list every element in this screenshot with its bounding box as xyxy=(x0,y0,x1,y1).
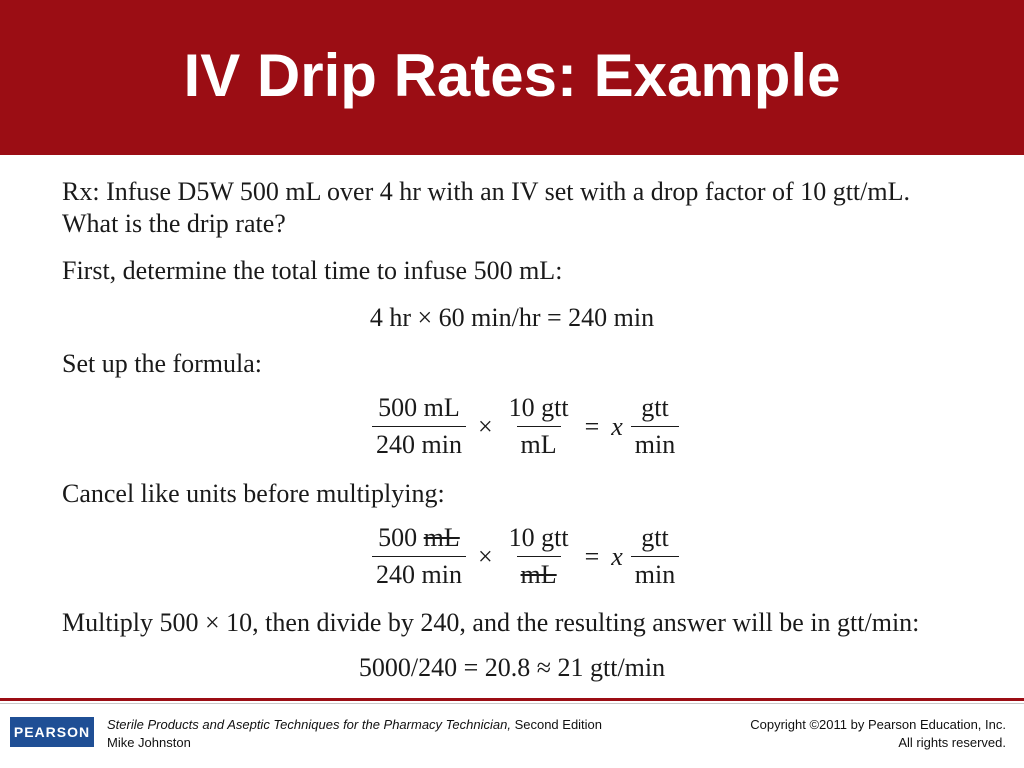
step1-heading: First, determine the total time to infuse 500 mL: xyxy=(62,256,563,285)
fraction-denominator: 240 min xyxy=(372,426,466,460)
fraction-numerator xyxy=(374,523,464,556)
fraction-denominator: min xyxy=(631,556,679,590)
step4-heading: Multiply 500 × 10, then divide by 240, and the resulting answer will be in gtt/min: xyxy=(62,608,920,637)
book-title: Sterile Products and Aseptic Techniques for the Pharmacy Technician, xyxy=(107,717,511,732)
fraction-drop-factor xyxy=(505,523,573,590)
fraction-numerator: 500 mL xyxy=(378,393,460,422)
cancelled-unit: mL xyxy=(423,523,460,552)
pearson-logo: PEARSON xyxy=(10,717,94,747)
footer-copyright xyxy=(750,716,1006,752)
fraction-result-unit xyxy=(631,393,679,460)
fraction-numerator: gtt xyxy=(641,393,669,422)
drip-rate-formula xyxy=(372,393,679,460)
footer-divider-shadow xyxy=(0,703,1024,704)
copyright-line: Copyright ©2011 by Pearson Education, Inc. xyxy=(750,717,1006,732)
cancelled-unit: mL xyxy=(520,560,557,589)
step3-heading: Cancel like units before multiplying: xyxy=(62,479,445,508)
rx-line-2: What is the drip rate? xyxy=(62,209,286,238)
fraction-drop-factor xyxy=(505,393,573,460)
rx-line-1: Rx: Infuse D5W 500 mL over 4 hr with an IV set with a drop factor of 10 gtt/mL. xyxy=(62,177,910,206)
fraction-denominator: mL xyxy=(517,426,561,460)
multiply-sign: × xyxy=(477,411,493,441)
slide-title: IV Drip Rates: Example xyxy=(183,42,841,109)
footer-divider xyxy=(0,698,1024,701)
unknown-variable: x xyxy=(611,411,623,441)
fraction-result-unit xyxy=(631,523,679,590)
equals-sign: = xyxy=(584,541,600,571)
equals-sign: = xyxy=(584,411,600,441)
title-banner xyxy=(0,0,1024,155)
step2-heading: Set up the formula: xyxy=(62,349,263,378)
multiply-sign: × xyxy=(477,541,493,571)
book-author: Mike Johnston xyxy=(107,735,191,750)
unknown-variable: x xyxy=(611,541,623,571)
fraction-volume-time xyxy=(372,523,466,590)
fraction-denominator xyxy=(517,556,561,590)
fraction-numerator: 10 gtt xyxy=(508,393,569,422)
result-equation: 5000/240 = 20.8 ≈ 21 gtt/min xyxy=(358,653,666,682)
fraction-numerator: gtt xyxy=(641,523,669,552)
rights-line: All rights reserved. xyxy=(898,735,1006,750)
numerator-value: 500 xyxy=(378,523,418,552)
fraction-denominator: min xyxy=(631,426,679,460)
time-equation: 4 hr × 60 min/hr = 240 min xyxy=(369,303,655,332)
cancel-units-formula xyxy=(372,523,679,590)
fraction-volume-time xyxy=(372,393,466,460)
fraction-denominator: 240 min xyxy=(372,556,466,590)
book-edition: Second Edition xyxy=(510,717,603,732)
fraction-numerator: 10 gtt xyxy=(508,523,569,552)
footer-citation xyxy=(107,716,602,752)
